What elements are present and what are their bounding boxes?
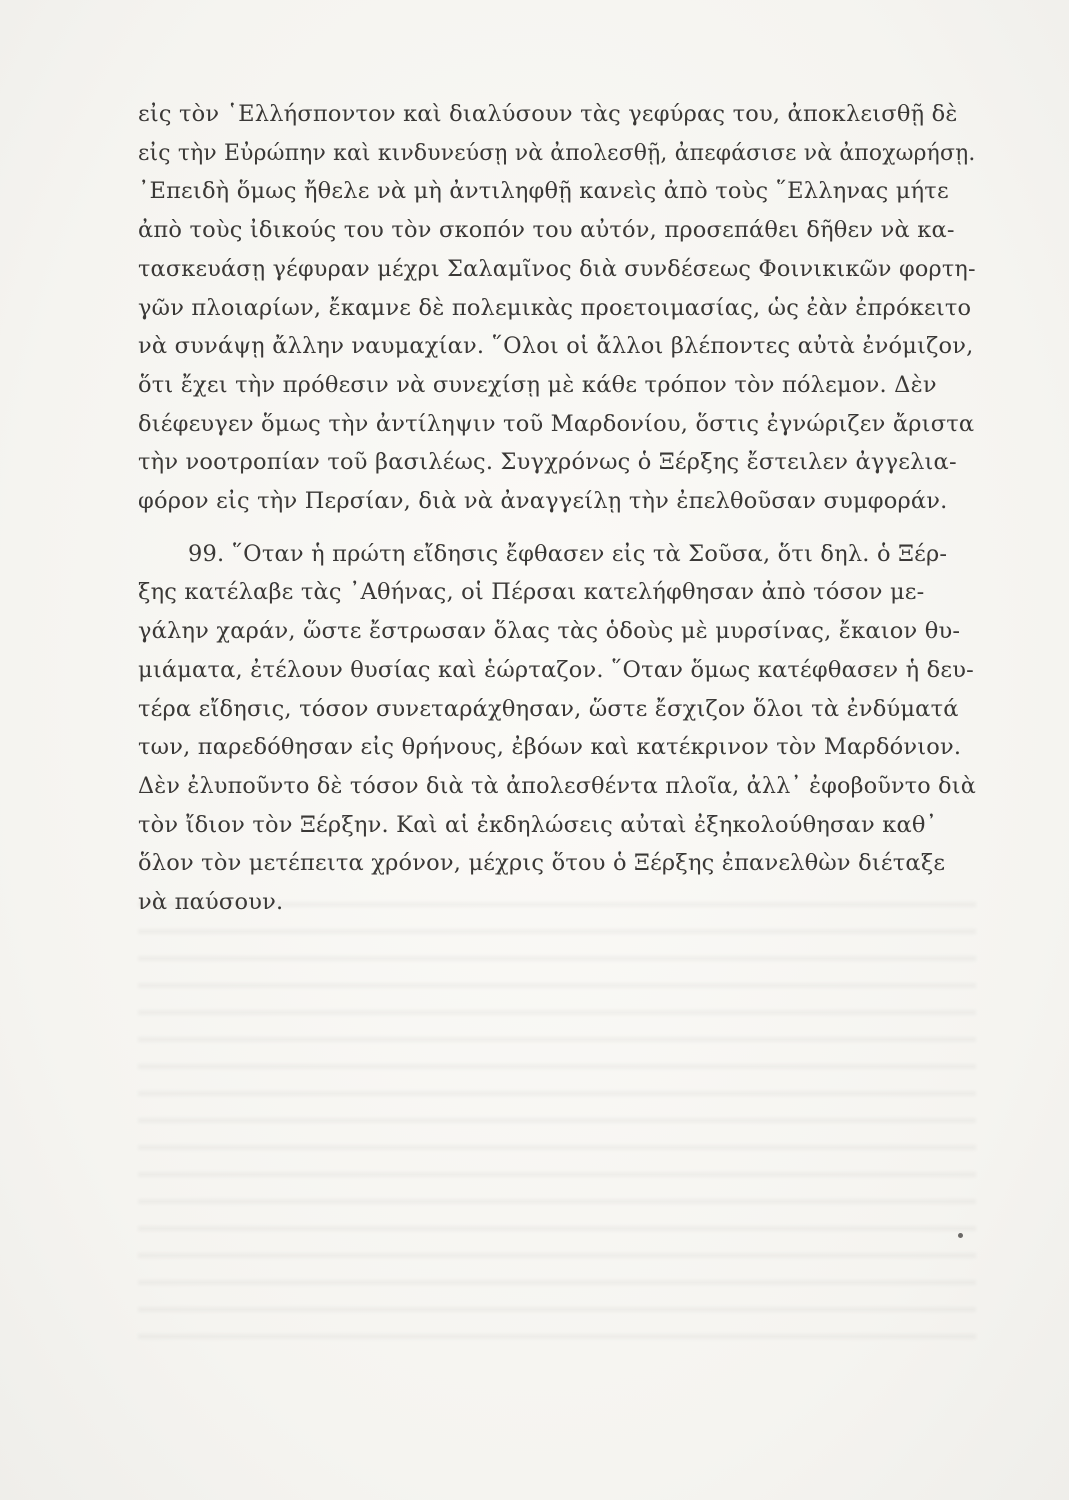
- text-line: ὅτι ἔχει τὴν πρόθεσιν νὰ συνεχίσῃ μὲ κάθε τρόπον τὸν πόλεμον. Δὲν: [138, 371, 937, 398]
- text-line: νὰ παύσουν.: [138, 889, 284, 916]
- text-line: των, παρεδόθησαν εἰς θρήνους, ἐβόων καὶ κατέκρινον τὸν Μαρδόνιον.: [138, 734, 962, 761]
- bleed-through-shadow: [138, 880, 976, 1350]
- text-line: ᾽Επειδὴ ὅμως ἤθελε νὰ μὴ ἀντιληφθῇ κανεὶς ἀπὸ τοὺς ῞Ελληνας μήτε: [138, 178, 949, 205]
- text-line: 99. ῞Οταν ἡ πρώτη εἴδησις ἔφθασεν εἰς τὰ Σοῦσα, ὅτι δηλ. ὁ Ξέρ-: [188, 540, 948, 567]
- text-line: γῶν πλοιαρίων, ἔκαμνε δὲ πολεμικὰς προετοιμασίας, ὡς ἐὰν ἐπρόκειτο: [138, 294, 972, 321]
- text-line: Δὲν ἐλυποῦντο δὲ τόσον διὰ τὰ ἀπολεσθέντα πλοῖα, ἀλλ᾽ ἐφοβοῦντο διὰ: [138, 772, 976, 799]
- scan-speck: [958, 1233, 963, 1238]
- text-line: ἀπὸ τοὺς ἰδικούς του τὸν σκοπόν του αὐτόν, προσεπάθει δῆθεν νὰ κα-: [138, 217, 955, 244]
- paragraph-gap: [138, 521, 976, 535]
- text-line: τὴν νοοτροπίαν τοῦ βασιλέως. Συγχρόνως ὁ Ξέρξης ἔστειλεν ἀγγελια-: [138, 449, 957, 476]
- text-line: γάλην χαράν, ὥστε ἔστρωσαν ὅλας τὰς ὁδοὺς μὲ μυρσίνας, ἔκαιον θυ-: [138, 618, 961, 645]
- text-line: νὰ συνάψῃ ἄλλην ναυμαχίαν. ῞Ολοι οἱ ἄλλοι βλέποντες αὐτὰ ἐνόμιζον,: [138, 333, 974, 360]
- text-line: ξης κατέλαβε τὰς ᾽Αθήνας, οἱ Πέρσαι κατελήφθησαν ἀπὸ τόσον με-: [138, 579, 925, 606]
- text-line: τὸν ἴδιον τὸν Ξέρξην. Καὶ αἱ ἐκδηλώσεις αὐταὶ ἐξηκολούθησαν καθ᾽: [138, 811, 938, 838]
- text-line: εἰς τὸν ῾Ελλήσποντον καὶ διαλύσουν τὰς γεφύρας του, ἀποκλεισθῇ δὲ: [138, 101, 958, 127]
- text-line: φόρον εἰς τὴν Περσίαν, διὰ νὰ ἀναγγείλῃ τὴν ἐπελθοῦσαν συμφοράν.: [138, 488, 948, 515]
- text-line: εἰς τὴν Εὐρώπην καὶ κινδυνεύσῃ νὰ ἀπολεσθῇ, ἀπεφάσισε νὰ ἀποχωρήσῃ.: [138, 139, 976, 166]
- text-block: [138, 95, 976, 922]
- paragraph-1: [138, 95, 976, 521]
- text-line: τέρα εἴδησις, τόσον συνεταράχθησαν, ὥστε ἔσχιζον ὅλοι τὰ ἐνδύματά: [138, 695, 959, 722]
- text-line: μιάματα, ἐτέλουν θυσίας καὶ ἑώρταζον. ῞Οταν ὅμως κατέφθασεν ἡ δευ-: [138, 656, 974, 683]
- text-line: ὅλον τὸν μετέπειτα χρόνον, μέχρις ὅτου ὁ Ξέρξης ἐπανελθὼν διέταξε: [138, 850, 946, 877]
- text-line: τασκευάσῃ γέφυραν μέχρι Σαλαμῖνος διὰ συνδέσεως Φοινικικῶν φορτη-: [138, 255, 976, 282]
- text-line: διέφευγεν ὅμως τὴν ἀντίληψιν τοῦ Μαρδονίου, ὅστις ἐγνώριζεν ἄριστα: [138, 410, 975, 437]
- paragraph-2: [138, 535, 976, 922]
